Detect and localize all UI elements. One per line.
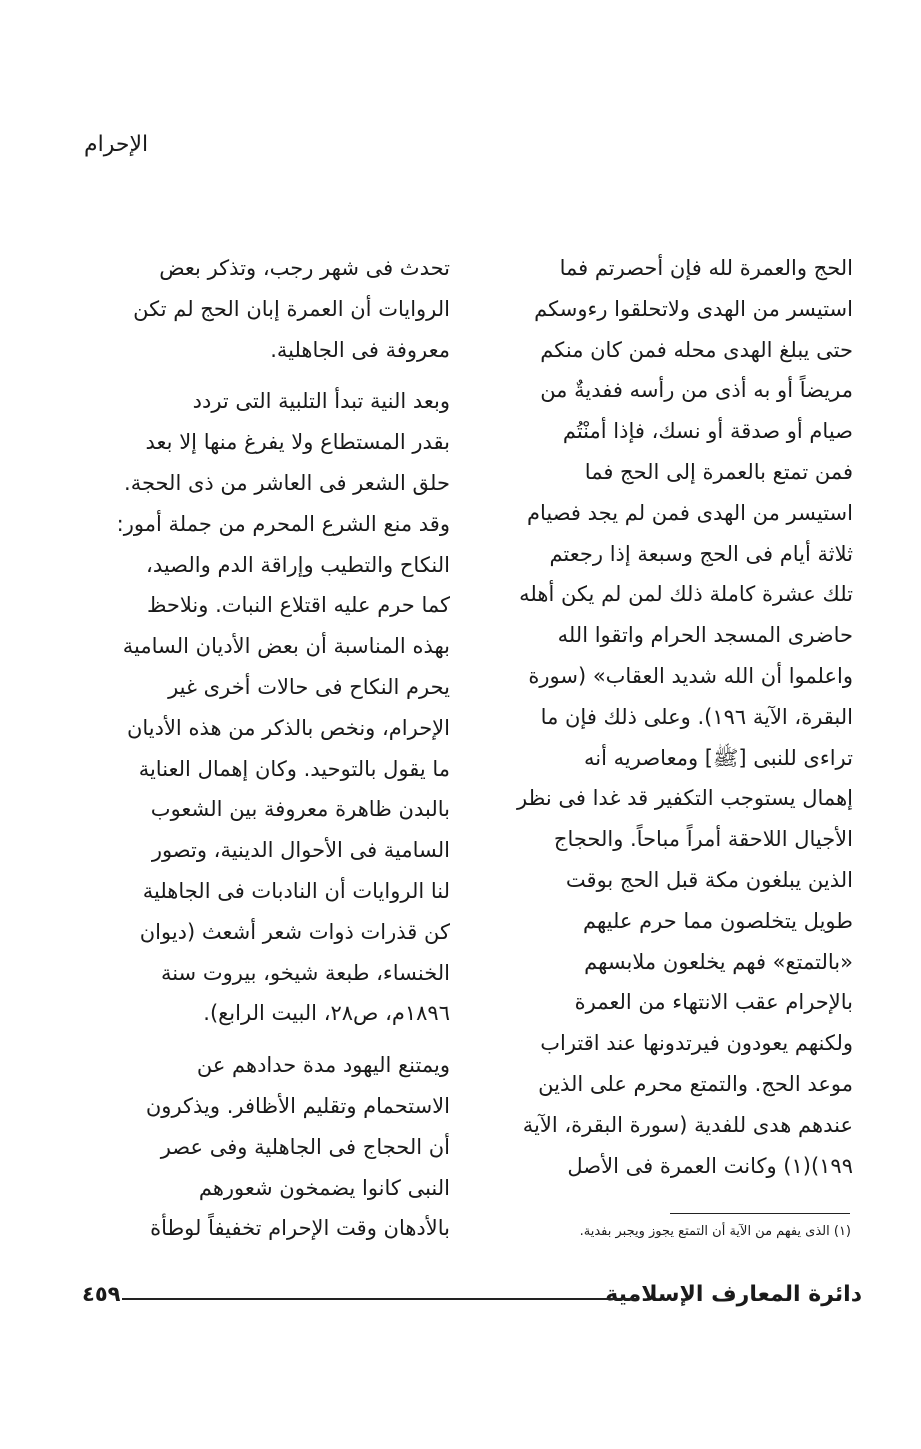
text-line: وبعد النية تبدأ التلبية التى تردد xyxy=(192,389,450,414)
text-line: ١٩٩)(١) وكانت العمرة فى الأصل xyxy=(567,1153,853,1178)
footnote-rule xyxy=(670,1213,850,1214)
text-line: حاضرى المسجد الحرام واتقوا الله xyxy=(557,623,853,648)
text-line: صيام أو صدقة أو نسك، فإذا أمنْتُم xyxy=(562,419,853,444)
footer-rule xyxy=(122,1298,637,1300)
text-line: بقدر المستطاع ولا يفرغ منها إلا بعد xyxy=(145,430,450,455)
footnote: (١) الذى يفهم من الآية أن التمتع يجوز ويجبر بفدية. xyxy=(579,1224,851,1239)
text-line: تراءى للنبى [ﷺ] ومعاصريه أنه xyxy=(584,745,853,770)
text-line: ويمتنع اليهود مدة حدادهم عن xyxy=(196,1053,450,1078)
text-line: الإحرام، ونخص بالذكر من هذه الأديان xyxy=(126,715,450,740)
text-line: السامية فى الأحوال الدينية، وتصور xyxy=(151,838,450,863)
running-head: الإحرام xyxy=(84,132,149,157)
paragraph xyxy=(82,381,450,1034)
text-line: استيسر من الهدى فمن لم يجد فصيام xyxy=(526,500,853,525)
text-line: بالإحرام عقب الانتهاء من العمرة xyxy=(574,990,853,1015)
right-column xyxy=(485,248,853,1186)
text-line: البقرة، الآية ١٩٦). وعلى ذلك فإن ما xyxy=(540,704,853,729)
text-line: بالبدن ظاهرة معروفة بين الشعوب xyxy=(150,797,450,822)
text-line: ولكنهم يعودون فيرتدونها عند اقتراب xyxy=(540,1031,853,1056)
text-line: ١٨٩٦م، ص٢٨، البيت الرابع). xyxy=(203,1001,450,1026)
text-line: بالأدهان وقت الإحرام تخفيفاً لوطأة xyxy=(150,1216,450,1241)
text-line: لنا الروايات أن النادبات فى الجاهلية xyxy=(142,878,450,903)
text-line: تحدث فى شهر رجب، وتذكر بعض xyxy=(159,256,450,280)
text-line: حلق الشعر فى العاشر من ذى الحجة. xyxy=(124,470,450,495)
text-line: حتى يبلغ الهدى محله فمن كان منكم xyxy=(540,337,853,362)
footer-title: دائرة المعارف الإسلامية xyxy=(605,1282,862,1307)
paragraph xyxy=(82,1045,450,1249)
left-column xyxy=(82,248,450,1249)
text-line: أن الحجاج فى الجاهلية وفى عصر xyxy=(160,1134,450,1159)
text-line: الحج والعمرة لله فإن أحصرتم فما xyxy=(559,256,853,280)
paragraph xyxy=(82,248,450,370)
text-line: «بالتمتع» فهم يخلعون ملابسهم xyxy=(584,949,853,974)
text-line: موعد الحج. والتمتع محرم على الذين xyxy=(538,1071,853,1096)
paragraph-gap xyxy=(82,370,450,381)
text-line: ثلاثة أيام فى الحج وسبعة إذا رجعتم xyxy=(549,541,853,566)
text-line: الذين يبلغون مكة قبل الحج بوقت xyxy=(565,867,853,892)
text-line: إهمال يستوجب التكفير قد غدا فى نظر xyxy=(517,786,853,811)
paragraph-gap xyxy=(82,1034,450,1045)
text-line: مريضاً أو به أذى من رأسه ففديةٌ من xyxy=(540,378,853,403)
text-line: واعلموا أن الله شديد العقاب» (سورة xyxy=(528,663,853,688)
page-footer xyxy=(82,1282,862,1312)
text-line: عندهم هدى للفدية (سورة البقرة، الآية xyxy=(522,1112,853,1137)
text-line: استيسر من الهدى ولاتحلقوا رءوسكم xyxy=(534,296,853,321)
text-line: كن قذرات ذوات شعر أشعث (ديوان xyxy=(139,919,450,944)
text-line: كما حرم عليه اقتلاع النبات. ونلاحظ xyxy=(146,593,450,618)
text-line: طويل يتخلصون مما حرم عليهم xyxy=(582,908,853,933)
text-line: الروايات أن العمرة إبان الحج لم تكن xyxy=(133,296,450,321)
text-line: وقد منع الشرع المحرم من جملة أمور: xyxy=(116,511,450,536)
text-line: ما يقول بالتوحيد. وكان إهمال العناية xyxy=(138,756,450,781)
text-line: الأجيال اللاحقة أمراً مباحاً. والحجاج xyxy=(553,827,853,852)
text-line: معروفة فى الجاهلية. xyxy=(270,337,450,362)
text-line: النبى كانوا يضمخون شعورهم xyxy=(198,1175,450,1200)
paragraph xyxy=(485,248,853,1186)
text-line: تلك عشرة كاملة ذلك لمن لم يكن أهله xyxy=(519,582,853,607)
text-line: بهذه المناسبة أن بعض الأديان السامية xyxy=(122,634,450,659)
text-line: يحرم النكاح فى حالات أخرى غير xyxy=(168,674,450,699)
text-line: فمن تمتع بالعمرة إلى الحج فما xyxy=(584,459,853,484)
text-line: الخنساء، طبعة شيخو، بيروت سنة xyxy=(160,960,450,985)
text-line: الاستحمام وتقليم الأظافر. ويذكرون xyxy=(145,1093,450,1118)
page-number: ٤٥٩ xyxy=(82,1282,121,1306)
text-line: النكاح والتطيب وإراقة الدم والصيد، xyxy=(146,552,450,577)
